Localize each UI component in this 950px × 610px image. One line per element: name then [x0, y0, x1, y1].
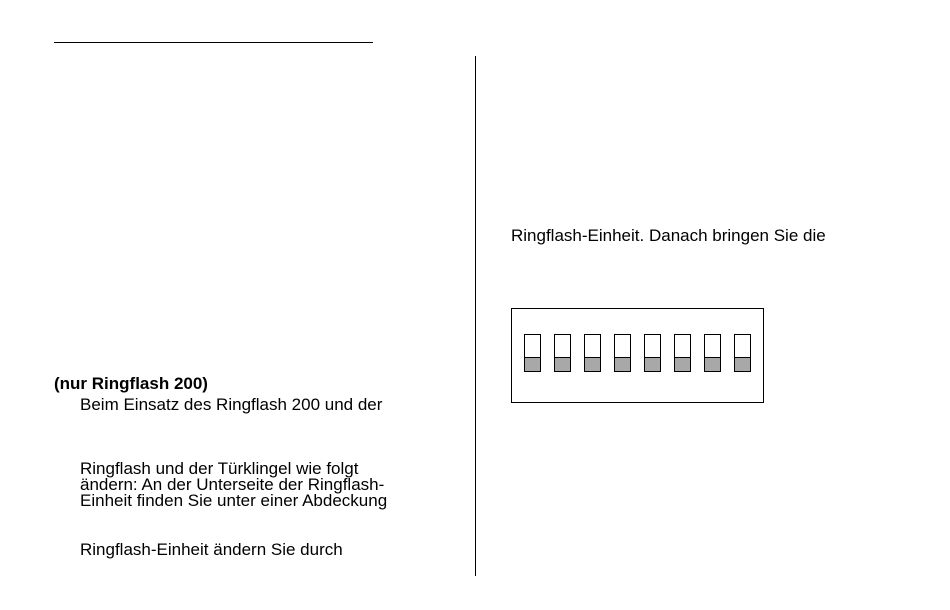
left-text-line: Einheit finden Sie unter einer Abdeckung — [80, 491, 388, 510]
dip-switch-slider — [615, 357, 630, 371]
dip-switch-slider — [585, 357, 600, 371]
dip-switch — [584, 334, 601, 372]
dip-switch-slider — [705, 357, 720, 371]
top-rule — [54, 42, 373, 43]
dip-switch-slider — [675, 357, 690, 371]
dip-switch — [644, 334, 661, 372]
left-text-line: Beim Einsatz des Ringflash 200 und der — [80, 395, 383, 414]
dip-switch-slider — [555, 357, 570, 371]
dip-switch — [524, 334, 541, 372]
right-text-line: Ringflash-Einheit. Danach bringen Sie die — [511, 226, 826, 245]
dip-switch — [704, 334, 721, 372]
dip-switch-slider — [525, 357, 540, 371]
dip-switch — [554, 334, 571, 372]
column-divider — [475, 56, 476, 576]
dip-switch-diagram — [511, 308, 764, 403]
dip-switch-row — [524, 334, 751, 372]
dip-switch — [734, 334, 751, 372]
dip-switch-slider — [735, 357, 750, 371]
left-text-line: Ringflash und der Türklingel wie folgt — [80, 459, 359, 478]
dip-switch — [614, 334, 631, 372]
left-text-line: ändern: An der Unterseite der Ringflash- — [80, 475, 385, 494]
dip-switch — [674, 334, 691, 372]
dip-switch-slider — [645, 357, 660, 371]
left-text-line: Ringflash-Einheit ändern Sie durch — [80, 540, 343, 559]
section-heading: (nur Ringflash 200) — [54, 374, 208, 393]
